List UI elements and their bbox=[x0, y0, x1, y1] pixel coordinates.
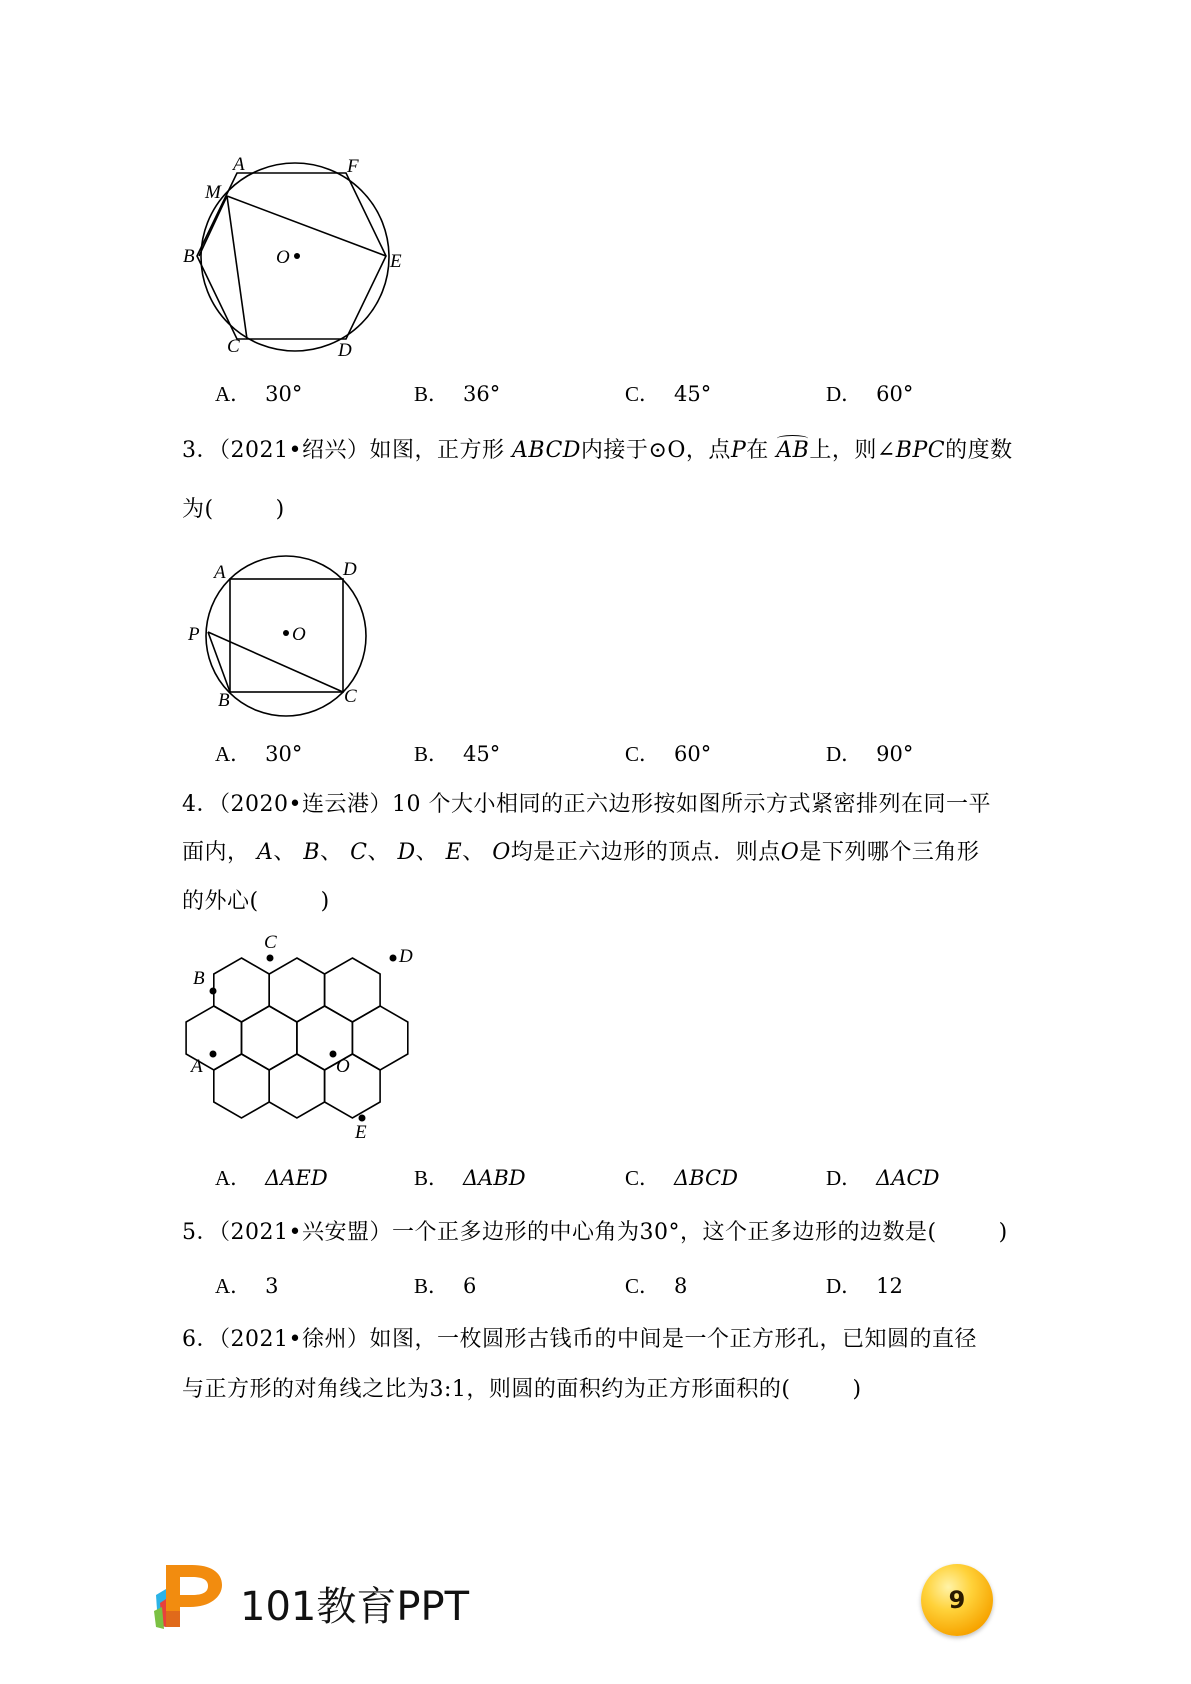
q4-label-C: C bbox=[264, 932, 277, 953]
logo-text: 101教育PPT bbox=[240, 1584, 470, 1630]
q2-label-O: O bbox=[276, 247, 290, 268]
q3-line-PC bbox=[208, 632, 343, 692]
q4-line2: 面内， A、 B、 C、 D、 E、 O均是正六边形的顶点．则点O是下列哪个三角形 bbox=[182, 840, 980, 865]
q3-label-C: C bbox=[344, 686, 357, 707]
q2-label-D: D bbox=[338, 340, 352, 361]
q2-option-c[interactable]: C． 45° bbox=[625, 382, 712, 406]
q4-label-D: D bbox=[399, 946, 413, 967]
q4-hexagon bbox=[352, 1006, 407, 1070]
q4-label-E: E bbox=[355, 1122, 367, 1143]
q3-line2: 为( ) bbox=[182, 497, 285, 522]
q3-arc-ab: AB bbox=[776, 438, 810, 463]
q4-dot-D bbox=[390, 955, 397, 962]
q4-label-B: B bbox=[193, 968, 205, 989]
q4-hexagon-grid bbox=[186, 958, 408, 1118]
q4-hexagon bbox=[325, 1054, 381, 1118]
q4-label-A: A bbox=[191, 1056, 203, 1077]
q4-dot-C bbox=[267, 955, 274, 962]
q3-option-c[interactable]: C． 60° bbox=[625, 742, 712, 766]
q5-option-b[interactable]: B． 6 bbox=[414, 1274, 477, 1298]
q4-label-O: O bbox=[336, 1056, 350, 1077]
q2-center-dot bbox=[294, 253, 300, 259]
q2-figure bbox=[180, 150, 420, 360]
q4-figure bbox=[175, 925, 445, 1143]
logo-icon bbox=[152, 1555, 232, 1635]
q4-dot-A bbox=[210, 1051, 217, 1058]
page-number: 9 bbox=[948, 1586, 966, 1614]
q4-hexagon bbox=[214, 1054, 269, 1118]
q4-option-b[interactable]: B． ΔABD bbox=[414, 1166, 526, 1190]
q5-option-c[interactable]: C． 8 bbox=[625, 1274, 688, 1298]
page-number-badge bbox=[921, 1564, 993, 1636]
q4-dot-E bbox=[359, 1115, 366, 1122]
q3-label-P: P bbox=[188, 624, 200, 645]
q2-label-B: B bbox=[183, 246, 195, 267]
q3-figure bbox=[180, 550, 380, 720]
q4-line1: 4．（2020•连云港）10 个大小相同的正六边形按如图所示方式紧密排列在同一平 bbox=[182, 792, 991, 817]
q3-center-dot bbox=[283, 630, 289, 636]
q2-line-MB bbox=[199, 196, 227, 256]
q4-dot-B bbox=[210, 988, 217, 995]
q2-label-F: F bbox=[347, 156, 359, 177]
q3-option-d[interactable]: D． 90° bbox=[826, 742, 914, 766]
q4-option-d[interactable]: D． ΔACD bbox=[826, 1166, 940, 1190]
q3-label-A: A bbox=[214, 562, 226, 583]
q3-option-b[interactable]: B． 45° bbox=[414, 742, 501, 766]
q4-line3: 的外心( ) bbox=[182, 889, 330, 914]
q3-label-D: D bbox=[343, 559, 357, 580]
q4-option-c[interactable]: C． ΔBCD bbox=[625, 1166, 738, 1190]
q2-option-d[interactable]: D． 60° bbox=[826, 382, 914, 406]
q4-hexagon bbox=[242, 1006, 297, 1070]
q2-label-M: M bbox=[205, 182, 221, 203]
q3-option-a[interactable]: A． 30° bbox=[215, 742, 303, 766]
q4-hexagon bbox=[325, 958, 381, 1022]
q5-line1: 5．（2021•兴安盟）一个正多边形的中心角为30°，这个正多边形的边数是( ) bbox=[182, 1220, 1008, 1245]
q2-option-b[interactable]: B． 36° bbox=[414, 382, 501, 406]
q2-option-a[interactable]: A． 30° bbox=[215, 382, 303, 406]
q2-label-C: C bbox=[227, 336, 240, 357]
q6-line2: 与正方形的对角线之比为3:1，则圆的面积约为正方形面积的( ) bbox=[182, 1377, 862, 1402]
q5-option-a[interactable]: A． 3 bbox=[215, 1274, 279, 1298]
q4-hexagon bbox=[214, 958, 269, 1022]
q4-hexagon bbox=[269, 958, 324, 1022]
q2-line-MC bbox=[227, 196, 247, 339]
q3-line1: 3．（2021•绍兴）如图，正方形 ABCD内接于⊙O，点P在 AB上，则∠BPC的度数 bbox=[182, 438, 1013, 463]
q3-label-B: B bbox=[218, 690, 230, 711]
q5-option-d[interactable]: D． 12 bbox=[826, 1274, 903, 1298]
q2-label-E: E bbox=[390, 251, 402, 272]
q6-line1: 6．（2021•徐州）如图，一枚圆形古钱币的中间是一个正方形孔，已知圆的直径 bbox=[182, 1327, 977, 1352]
q3-label-O: O bbox=[292, 624, 306, 645]
q4-option-a[interactable]: A． ΔAED bbox=[215, 1166, 328, 1190]
q2-label-A: A bbox=[233, 154, 245, 175]
q4-hexagon bbox=[269, 1054, 324, 1118]
